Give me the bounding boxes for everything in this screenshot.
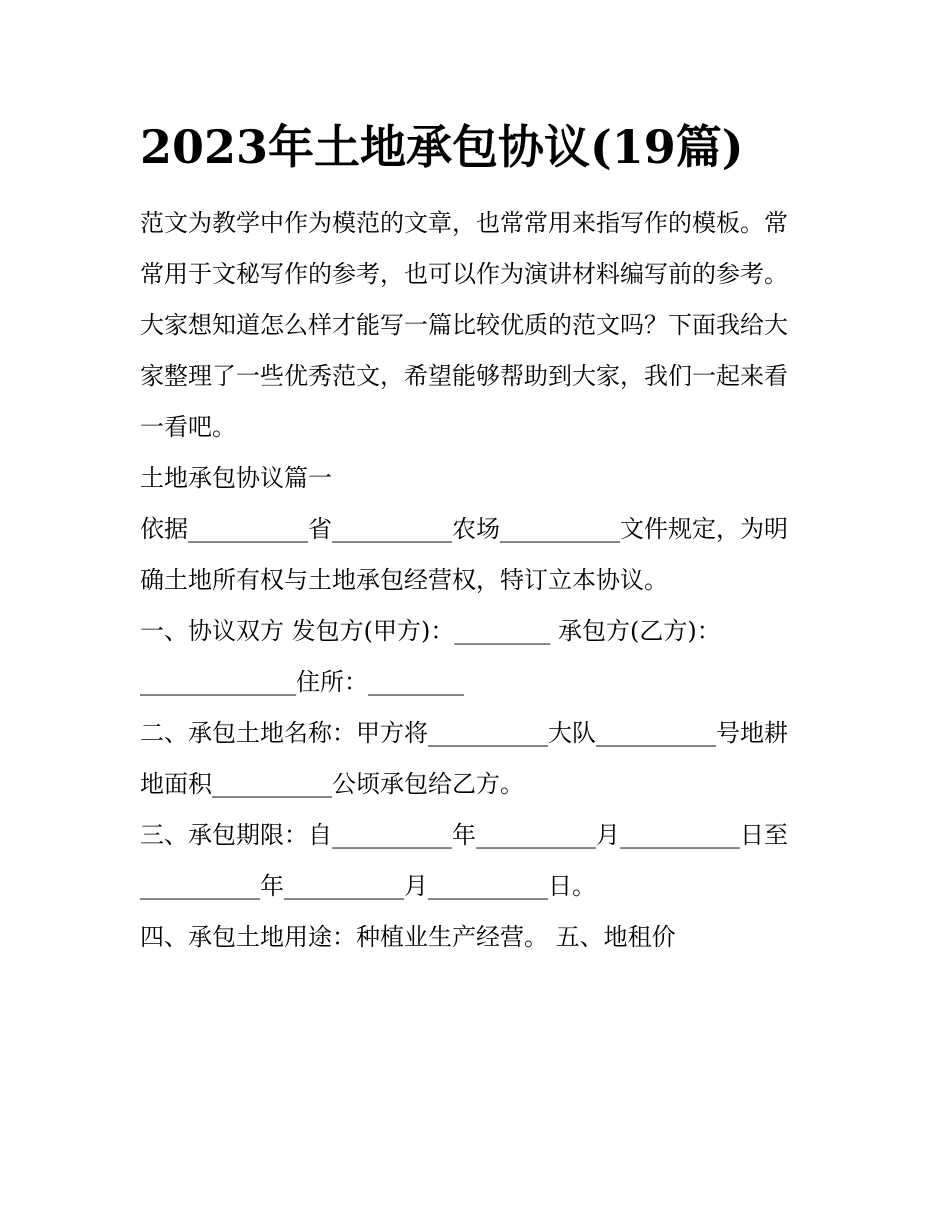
clause-basis-line-2: 确土地所有权与土地承包经营权，特订立本协议。 [140, 566, 668, 594]
clause-term-line-2: __________年__________月__________日。 [140, 872, 596, 900]
document-title: 2023年土地承包协议(19篇) [140, 120, 744, 174]
clause-parties-line-1: 一、协议双方 发包方(甲方)：________ 承包方(乙方)： [140, 617, 721, 645]
intro-line-5: 一看吧。 [140, 413, 236, 441]
clause-parties-line-2: _____________住所：________ [140, 668, 464, 696]
clause-usage-line: 四、承包土地用途：种植业生产经营。 五、地租价 [140, 923, 676, 951]
clause-basis-line-1: 依据__________省__________农场__________文件规定，为明 [140, 515, 788, 543]
intro-line-3: 大家想知道怎么样才能写一篇比较优质的范文吗？下面我给大 [140, 311, 788, 339]
section-heading: 土地承包协议篇一 [140, 464, 332, 492]
clause-land-line-1: 二、承包土地名称：甲方将__________大队__________号地耕 [140, 719, 788, 747]
intro-line-1: 范文为教学中作为模范的文章，也常常用来指写作的模板。常 [140, 209, 788, 237]
intro-line-4: 家整理了一些优秀范文，希望能够帮助到大家，我们一起来看 [140, 362, 788, 390]
intro-line-2: 常用于文秘写作的参考，也可以作为演讲材料编写前的参考。 [140, 260, 788, 288]
clause-term-line-1: 三、承包期限：自__________年__________月__________日至 [140, 821, 788, 849]
clause-land-line-2: 地面积__________公顷承包给乙方。 [140, 770, 524, 798]
